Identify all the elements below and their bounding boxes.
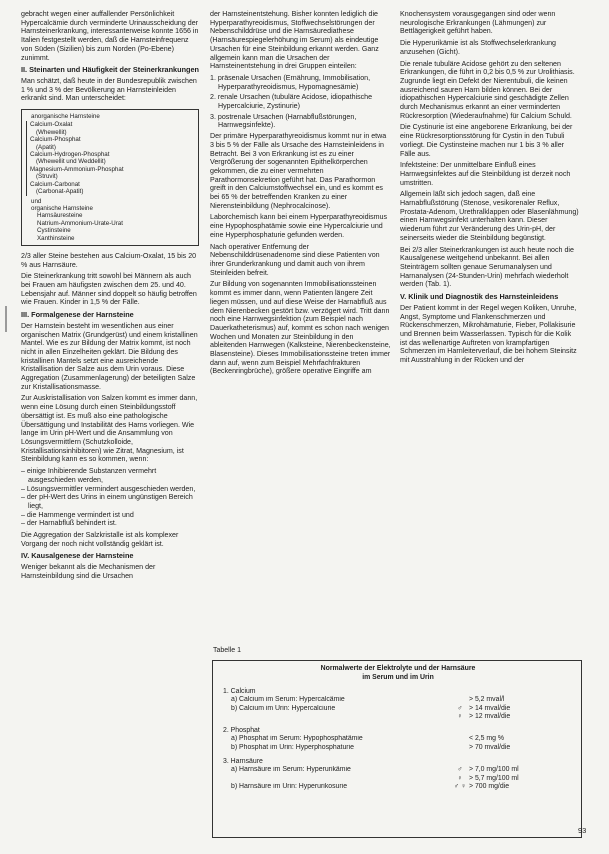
page-number: 93 (578, 826, 587, 835)
dash-list (21, 467, 199, 528)
section-heading: V. Klinik und Diagnostik des Harnsteinleidens (400, 292, 559, 302)
box-group (26, 121, 194, 195)
list-item: – der pH-Wert des Urins in einem ungünstigen Bereich liegt, (21, 493, 193, 510)
paragraph: Der Harnstein besteht im wesentlichen aus einer organischen Matrix (Grundgerüst) und einem kristallinen Mantel. Wie es zur Bildung der Matrix kommt, ist noch nicht in allen Einzelheiten geklärt. Die Bildung des kristallinen Mantels setzt eine ausreichende Kristallisation der Salze aus dem Urin voraus. Diese Aggregation (Zusammenlagerung) der beteiligten Salze zur Kristallisationsmasse. (21, 321, 198, 391)
table-title: Normalwerte der Elektrolyte und der Harnsäure im Serum und im Urin (320, 665, 476, 681)
paragraph: Die Steinerkrankung tritt sowohl bei Männern als auch bei Frauen am häufigsten zwischen dem 25. und 40. Lebensjahr auf. Männer sind doppelt so häufig betroffen wie Frauen. Kinder in 1,5 % der Fälle. (21, 272, 197, 307)
table-row: b) Phosphat im Urin: Hyperphosphaturie > 70 mval/die (231, 743, 511, 751)
table-row: b) Calcium im Urin: Hypercalciurie ♂ > 14 mval/die (231, 704, 511, 712)
box-item: Calcium-Carbonat (30, 180, 80, 188)
box-item: Calcium-Hydrogen-Phosphat (30, 151, 110, 159)
paragraph: Infektsteine: Der unmittelbare Einfluß eines Harnwegsinfektes auf die Steinbildung ist derzeit noch umstritten. (400, 161, 571, 187)
paragraph: Bei 2/3 aller Steinerkrankungen ist auch heute noch die Kausalgenese weitgehend unbekannt. Bei allen Steinträgern sollten genaue Serumanalysen und Harnanalysen (24-Stunden-Urin) mehrfach wiederholt werden (Tab. 1). (400, 245, 574, 289)
list-item: 1. präsenale Ursachen (Ernährung, Immobilisation, Hyperparathyreoidismus, Hypomagnesämie) (210, 73, 371, 91)
box-item: Calcium-Oxalat (30, 121, 73, 129)
table-section (223, 727, 573, 752)
table-row: a) Phosphat im Serum: Hypophosphatämie < 2,5 mg % (231, 735, 505, 743)
paragraph: 2/3 aller Steine bestehen aus Calcium-Oxalat, 15 bis 20 % aus Harnsäure. (21, 251, 197, 269)
box-item: (Whewellit und Weddellit) (36, 158, 106, 166)
list-item: – Lösungsvermittler vermindert ausgeschieden werden, (21, 484, 196, 493)
section-heading: III. Formalgenese der Harnsteine (21, 310, 134, 320)
paragraph: Nach operativer Entfernung der Nebenschilddrüsenadenome sind diese Patienten von ihrer Grunderkrankung und damit auch von ihrem Steinleiden befreit. (210, 242, 380, 277)
table-label: Tabelle 1 (213, 647, 242, 654)
box-item: Cystinsteine (37, 227, 71, 235)
paragraph: Die Hyperurikämie ist als Stoffwechselerkrankung anzusehen (Gicht). (400, 39, 556, 56)
box-heading: organische Harnsteine (31, 204, 93, 212)
table-row: b) Harnsäure im Urin: Hyperurikosurie ♂ ♀ > 700 mg/die (231, 782, 510, 790)
paragraph: gebracht wegen einer auffallender Persönlichkeit Hypercalcämie durch verminderte Urinausscheidung der Harnsteinerkrankung, interessanterweise konnte 1656 in Italien festgestellt werden, daß die Harnsteinfrequenz von Süden (Sizilien) bis zum Norden (Po-Ebene) zunimmt. (21, 10, 199, 62)
box-item: (Whewellit) (36, 128, 67, 136)
list-item: – der Harnabfluß behindert ist. (21, 519, 117, 528)
column-left (21, 10, 199, 850)
paragraph: Zur Auskristallisation von Salzen kommt es immer dann, wenn eine Lösung durch einen Steinbildungsstoff übersättigt ist. Es muß also eine pathologische Übersättigung und Instabilität des Harns vorliegen. Wie lange im Urin pH-Wert und die Ansammlung von Lösungsvermittlern (Schutzkolloide, Kristallisationsinhibitoren) wie Zitrat, Magnesium, ist Steinbildung kann es so kommen, wenn: (21, 394, 198, 464)
section-heading: II. Steinarten und Häufigkeit der Steinerkrankungen (21, 65, 199, 75)
section-head: 2. Phosphat (223, 727, 260, 735)
numbered-list (210, 74, 391, 130)
list-item: – einige Inhibierende Substanzen vermehrt ausgeschieden werden, (21, 467, 157, 484)
paragraph: Die renale tubuläre Acidose gehört zu den seltenen Erkrankungen, die führt in 0,2 bis 0,5 % zur Urolithiasis. Zugrunde liegt ein Defekt der Nierentubuli, die keinen ausreichend sauren Harn bilden können. Bei der idiopathischen Hypercalciurie sind geschädigte Zellen durch Mechanismus erkannt an einer verminderten Rückresorption (Wiederaufnahme) für Calcium Schuld. (400, 59, 575, 120)
box-heading: anorganische Harnsteine (31, 113, 100, 121)
normal-values-table (212, 660, 582, 838)
paragraph: Allgemein läßt sich jedoch sagen, daß eine Harnabflußstörung (Stenose, vesikorenaler Reflux, Prostata-Adenom, Urethralklappen oder Blasenlähmung) einen Harnwegsinfekt unterhalten kann. Dieser wiederum führt zur Veränderung des Urin-pH, der seinerseits wieder die Steinbildung begünstigt. (400, 190, 579, 242)
column-middle (210, 10, 391, 642)
box-item: Magnesium-Ammonium-Phosphat (30, 165, 124, 173)
table-section (223, 758, 573, 791)
table-section (223, 688, 573, 721)
list-item: 2. renale Ursachen (tubuläre Acidose, idiopathische Hypercalciurie, Zystinurie) (210, 93, 373, 111)
section-head: 1. Calcium (223, 688, 256, 695)
table-row: a) Calcium im Serum: Hypercalcämie > 5,2 mval/l (231, 696, 505, 704)
box-item: (Struvit) (36, 173, 58, 181)
paragraph: der Harnsteinentstehung. Bisher konnten lediglich die Hyperparathyreoidismus, Stoffwechselstörungen der Nebenschilddrüse und die Harnsäurediathese (Harnsäurespiegelerhöhung im Serum) als eindeutige Ursachen für eine Steinbildung erkannt werden. Ganz allgemein kann man die Ursachen der Harnsteinentstehung in drei Gruppen einteilen: (210, 10, 379, 71)
paragraph: Man schätzt, daß heute in der Bundesrepublik zwischen 1 % und 3 % der Bevölkerung an Harnsteinleiden erkrankt sind. Man unterscheidet: (21, 76, 197, 103)
box-item: Xanthinsteine (37, 234, 75, 242)
column-right (400, 10, 580, 642)
table-row: a) Harnsäure im Serum: Hyperurikämie ♂ > 7,0 mg/100 ml (231, 766, 519, 774)
box-item: Harnsäuresteine (37, 212, 83, 220)
paragraph: Der Patient kommt in der Regel wegen Koliken, Unruhe, Angst, Symptome und Flankenschmerzen und Rückenschmerzen, Mikrohämaturie, Fieber, Pollakisurie und Brennen beim Wasserlassen. Typisch für die Kolik ist das wellenartige Auftreten von krampfartigen Schmerzen im Harnleiterverlauf, die bei hohem Steinsitz mit Ausstrahlung in der Rücken und der (400, 303, 577, 365)
paragraph: Zur Bildung von sogenannten Immobilisationssteinen kommt es immer dann, wenn Patienten längere Zeit liegen müssen, und auf diese Weise der Harnabfluß aus dem Nierenbecken gestört bzw. verzögert wird. Tritt dann noch eine Harnwegsinfektion (zum Beispiel nach Dauerkatheterismus) auf, kommt es schon nach wenigen Wochen und Monaten zur Steinbildung in den ableitenden Harnwegen (Kalksteine, Nierenbeckensteine, Blasensteine). Dieses Immobilisationssteine treten immer dann auf, wenn zum Beispiel Mehrfachfrakturen (Beckenringbrüche), größere operative Eingriffe am (210, 280, 391, 376)
paragraph: Der primäre Hyperparathyreoidismus kommt nur in etwa 3 bis 5 % der Fälle als Ursache des Harnsteinleidens in Betracht. Bei 3 von Erkrankung ist es zu einer Vergrößerung der sogenannten Epithelkörperchen gekommen, die zu einer vermehrten Parathormonsekretion geführt hat. Das Parathormon greift in den Calciumstoffwechsel ein, und es kommt es bei 65 % der betreffenden Kranken zu einer Nierensteinbildung (Nephrocalcinose). (210, 132, 387, 210)
paragraph: Knochensystem vorausgegangen sind oder wenn neurologische Erkrankungen (Lähmungen) zur Bettlägerigkeit geführt haben. (400, 10, 556, 36)
list-item: 3. postrenale Ursachen (Harnabflußstörungen, Harnwegsinfekte). (210, 112, 357, 130)
table-row: ♀ > 5,7 mg/100 ml (457, 774, 519, 782)
table-row: ♀ > 12 mval/die (457, 712, 511, 720)
list-item: – die Harnmenge vermindert ist und (21, 510, 134, 519)
section-head: 3. Harnsäure (223, 758, 263, 766)
paragraph: Laborchemisch kann bei einem Hyperparathyreoidismus eine Hypophosphatämie sowie eine Hypercalciurie und eine Hyperphosphaturie gefunden werden. (210, 213, 388, 239)
box-item: (Apatit) (36, 143, 56, 151)
box-item: Natrium-Ammonium-Urate-Urat (37, 219, 123, 227)
box-item: (Carbonat-Apatit) (36, 188, 84, 196)
paragraph: Weniger bekannt als die Mechanismen der Harnsteinbildung sind die Ursachen (21, 563, 156, 580)
box-connector: und (31, 197, 42, 205)
box-item: Calcium-Phosphat (30, 136, 81, 144)
margin-mark (5, 306, 11, 332)
paragraph: Die Cystinurie ist eine angeborene Erkrankung, bei der eine Rückresorptionsstörung für Cystin in den Tubuli vorliegt. Die Cystinsteine machen nur 1 bis 3 % aller Fälle aus. (400, 123, 573, 158)
section-heading: IV. Kausalgenese der Harnsteine (21, 551, 134, 561)
stone-types-box (21, 109, 199, 246)
paragraph: Die Aggregation der Salzkristalle ist als komplexer Vorgang der noch nicht vollständig geklärt ist. (21, 531, 179, 548)
